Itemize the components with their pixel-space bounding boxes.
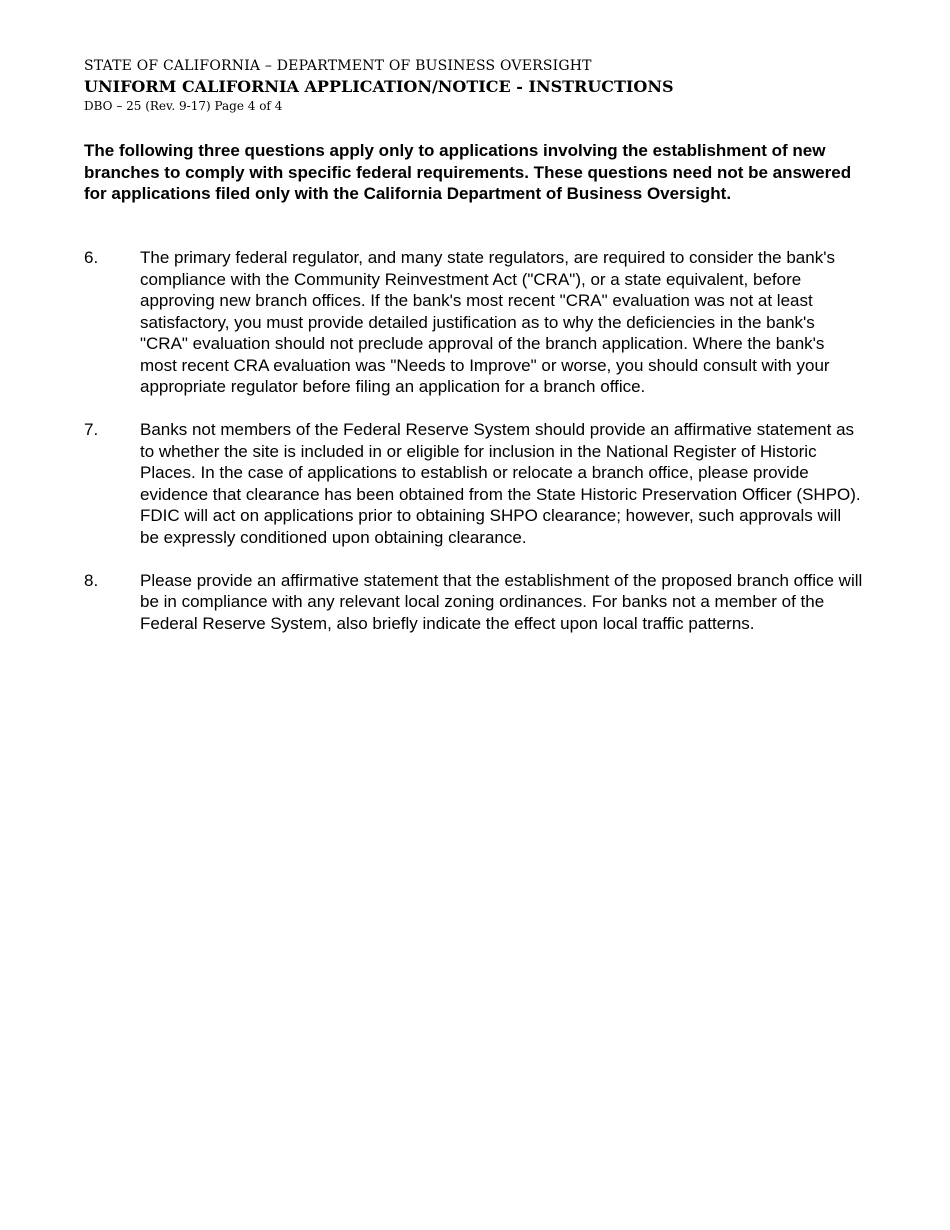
question-number: 8.: [84, 570, 99, 590]
question-text: The primary federal regulator, and many state regulators, are required to consider the bank's compliance with the Community Reinvestment Act ("CRA"), or a state equivalent, before approving new branch offices. If the bank's most recent "CRA" evaluation was not at least satisfactory, you must provide detailed justification as to why the deficiencies in the bank's "CRA" evaluation should not preclude approval of the branch application. Where the bank's most recent CRA evaluation was "Needs to Improve" or worse, you should consult with your appropriate regulator before filing an application for a branch office.: [140, 248, 835, 396]
question-number: 6.: [84, 248, 99, 267]
document-title: UNIFORM CALIFORNIA APPLICATION/NOTICE - INSTRUCTIONS: [84, 77, 674, 96]
intro-paragraph: The following three questions apply only to applications involving the establishment of new branches to comply with specific federal requirements. These questions need not be answered for applications filed only with the California Department of Business Oversight.: [84, 141, 852, 203]
question-text: Banks not members of the Federal Reserve System should provide an affirmative statement as to whether the site is included in or eligible for inclusion in the National Register of Historic Places. In the case of applications to establish or relocate a branch office, please provide evidence that clearance has been obtained from the State Historic Preservation Officer (SHPO). FDIC will act on applications prior to obtaining SHPO clearance; however, such approvals will be expressly conditioned upon obtaining clearance.: [140, 420, 861, 547]
form-reference: DBO – 25 (Rev. 9-17) Page 4 of 4: [84, 99, 283, 113]
page-header: [84, 56, 884, 114]
question-text: Please provide an affirmative statement that the establishment of the proposed branch office will be in compliance with any relevant local zoning ordinances. For banks not a member of the Federal Reserve System, also briefly indicate the effect upon local traffic patterns.: [140, 570, 863, 633]
agency-line: STATE OF CALIFORNIA – DEPARTMENT OF BUSINESS OVERSIGHT: [84, 58, 592, 74]
question-list: [84, 247, 864, 656]
question-item-8: [84, 570, 864, 635]
question-number: 7.: [84, 420, 99, 439]
question-item-6: [84, 247, 864, 398]
question-item-7: [84, 419, 864, 548]
